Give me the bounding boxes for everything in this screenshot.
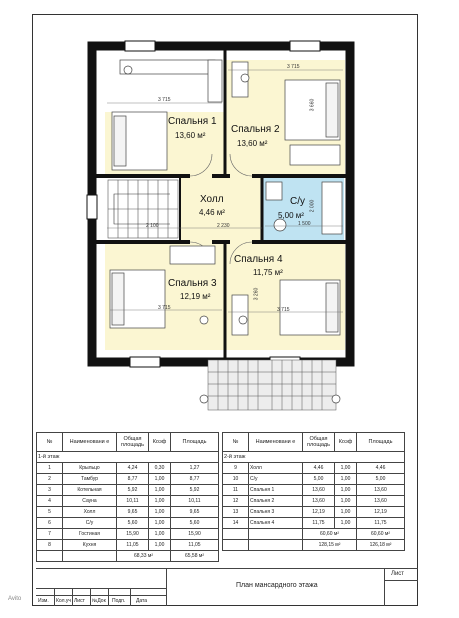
table-cell: 8 [37,540,63,551]
table-cell: 9,65 [117,507,149,518]
table-row [37,496,219,507]
room-name-bedroom-1: Спальня 1 [168,116,217,127]
table-cell: 11 [223,485,249,496]
table-row [37,518,219,529]
watermark-text: Avito [8,596,22,602]
table-cell: 9,65 [171,507,219,518]
table-cell: 68,33 м² [117,551,171,562]
dimension-label: 1 500 [298,221,311,227]
table-row [37,485,219,496]
room-name-bathroom: С/у [290,196,305,207]
table-row [223,474,405,485]
table-cell: 5,92 [117,485,149,496]
stamp-caption: Дата [136,598,148,604]
stamp-caption: Лист [74,598,85,604]
table-row [223,507,405,518]
table-cell: Спальня 2 [249,496,303,507]
table-cell: 9 [223,463,249,474]
table-cell: 1,27 [171,463,219,474]
table-cell [223,540,249,551]
stamp-caption: Кол.уч [56,598,71,604]
table-cell: 11,75 [357,518,405,529]
table-total-row [223,529,405,540]
table-cell: 4 [37,496,63,507]
room-name-bedroom-2: Спальня 2 [231,124,280,135]
floor-group-label: 2-й этаж [223,452,405,463]
table-cell: С/у [249,474,303,485]
room-name-bedroom-3: Спальня 3 [168,278,217,289]
table-cell: 13,60 [357,485,405,496]
stamp-caption: №Док [92,598,106,604]
table-row [37,529,219,540]
table-cell: 4,24 [117,463,149,474]
dimension-label: 3 715 [277,307,290,313]
table-cell: 10,11 [171,496,219,507]
column-header: Наименовани е [63,433,117,452]
table-cell: 12 [223,496,249,507]
table-header-row [223,433,405,452]
table-cell: 4,46 [303,463,335,474]
column-header: Наименовани е [249,433,303,452]
table-cell: 13,60 [357,496,405,507]
room-area-bedroom-4: 11,75 м² [253,268,283,277]
balcony [208,360,336,410]
table-cell: 128,15 м² [303,540,357,551]
dimension-label: 3 715 [158,97,171,103]
table-cell: 1,00 [149,529,171,540]
table-cell: 13,60 [303,485,335,496]
dimension-label: 3 260 [253,287,260,301]
table-cell: 11,75 [303,518,335,529]
table-cell: 15,90 [171,529,219,540]
table-cell: 15,90 [117,529,149,540]
column-header: Общая площадь [117,433,149,452]
table-cell: 1,00 [335,507,357,518]
table-cell [249,529,303,540]
table-cell: 1,00 [149,485,171,496]
table-cell: С/у [63,518,117,529]
table-cell: 5,00 [357,474,405,485]
table-cell: 12,19 [303,507,335,518]
column-header: Общая площадь [303,433,335,452]
table-cell: 13,60 [303,496,335,507]
table-cell: 7 [37,529,63,540]
table-cell: 126,18 м² [357,540,405,551]
table-row [37,474,219,485]
dimension-label: 3 660 [309,98,316,112]
table-cell: 60,60 м² [303,529,357,540]
room-name-hall: Холл [200,194,224,205]
table-cell: 1,00 [335,474,357,485]
column-header: № [223,433,249,452]
table-cell: Спальня 1 [249,485,303,496]
table-row [37,540,219,551]
stairs [108,180,178,238]
table-cell: 5,00 [303,474,335,485]
table-cell: 5,92 [171,485,219,496]
table-cell: Котельная [63,485,117,496]
table-cell: 1,00 [149,474,171,485]
table-cell: 1 [37,463,63,474]
table-cell: 8,77 [117,474,149,485]
table-cell: Крыльцо [63,463,117,474]
table-row [37,507,219,518]
column-header: Коэф [335,433,357,452]
table-cell: 1,00 [335,485,357,496]
room-name-bedroom-4: Спальня 4 [234,254,283,265]
room-area-hall: 4,46 м² [199,208,225,217]
table-cell: 8,77 [171,474,219,485]
sheet-label: Лист [391,571,405,577]
room-area-bedroom-1: 13,60 м² [175,131,206,140]
table-row [223,463,405,474]
table-row [37,463,219,474]
drawing-title: План мансардного этажа [236,582,318,589]
dimension-label: 2 230 [217,223,230,229]
table-cell [63,551,117,562]
table-cell: 60,60 м² [357,529,405,540]
table-cell: 5,60 [117,518,149,529]
column-header: Площадь [171,433,219,452]
table-cell: 1,00 [335,518,357,529]
area-table-floor-1 [36,432,219,562]
column-header: Площадь [357,433,405,452]
table-cell: 1,00 [149,496,171,507]
table-cell: Тамбур [63,474,117,485]
table-cell: 1,00 [335,496,357,507]
area-table-floor-2 [222,432,405,551]
room-area-bathroom: 5,00 м² [278,211,304,220]
table-cell: 1,00 [149,540,171,551]
title-block [36,568,418,606]
table-grand-total-row [223,540,405,551]
table-row [223,485,405,496]
column-header: № [37,433,63,452]
dimension-label: 3 715 [287,64,300,70]
table-cell: 5,60 [171,518,219,529]
table-cell: 14 [223,518,249,529]
table-cell: Холл [249,463,303,474]
table-cell: Гостиная [63,529,117,540]
table-total-row [37,551,219,562]
table-cell: 65,58 м² [171,551,219,562]
table-row [223,496,405,507]
table-cell: 13 [223,507,249,518]
table-cell: 1,00 [335,463,357,474]
table-cell [223,529,249,540]
table-cell [37,551,63,562]
table-cell: Спальня 4 [249,518,303,529]
table-cell: 2 [37,474,63,485]
dimension-label: 2 000 [309,199,316,213]
dimension-label: 2 100 [146,223,159,229]
table-cell: Сауна [63,496,117,507]
stamp-caption: Подп. [112,598,126,604]
dimension-label: 3 715 [158,305,171,311]
table-cell: 5 [37,507,63,518]
table-cell: 11,05 [171,540,219,551]
table-cell: 10,11 [117,496,149,507]
table-cell: 6 [37,518,63,529]
table-cell: Спальня 3 [249,507,303,518]
stamp-caption: Изм. [38,598,49,604]
table-cell: 10 [223,474,249,485]
table-row [223,518,405,529]
room-area-bedroom-2: 13,60 м² [237,139,268,148]
table-cell [249,540,303,551]
room-area-bedroom-3: 12,19 м² [180,292,211,301]
floor-group-label: 1-й этаж [37,452,219,463]
table-cell: 11,05 [117,540,149,551]
table-cell: Холл [63,507,117,518]
table-cell: Кухня [63,540,117,551]
column-header: Коэф [149,433,171,452]
table-cell: 3 [37,485,63,496]
table-cell: 1,00 [149,518,171,529]
table-cell: 4,46 [357,463,405,474]
table-cell: 0,30 [149,463,171,474]
table-cell: 12,19 [357,507,405,518]
table-cell: 1,00 [149,507,171,518]
table-header-row [37,433,219,452]
